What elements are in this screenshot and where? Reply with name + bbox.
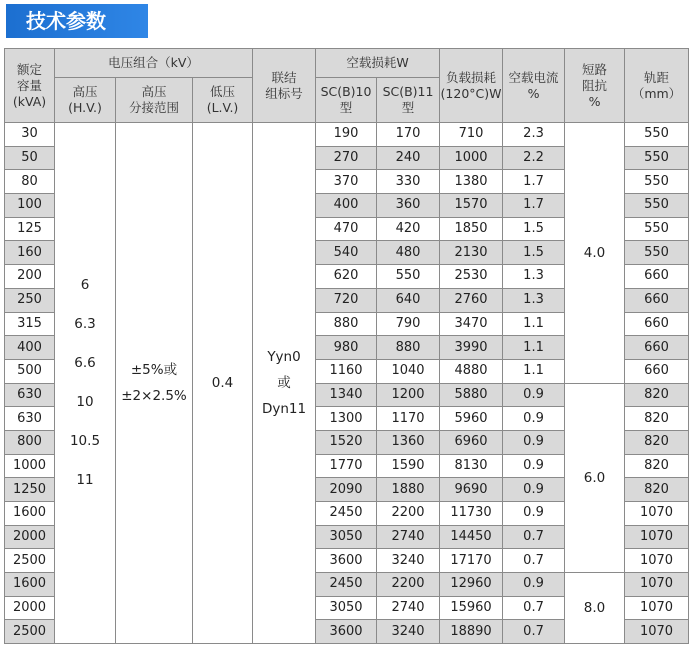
cell-sc10: 3600 xyxy=(316,620,377,644)
cell-noload-current: 0.9 xyxy=(503,502,565,526)
cell-sc11: 420 xyxy=(377,217,440,241)
cell-tap-range xyxy=(116,123,193,644)
cell-gauge: 550 xyxy=(625,123,689,147)
cell-capacity: 630 xyxy=(5,407,55,431)
cell-capacity: 2000 xyxy=(5,596,55,620)
cell-noload-current: 0.7 xyxy=(503,620,565,644)
cell-sc10: 3600 xyxy=(316,549,377,573)
cell-lv-value: 0.4 xyxy=(193,123,253,644)
cell-sc10: 880 xyxy=(316,312,377,336)
cell-load-loss: 2130 xyxy=(440,241,503,265)
cell-sc11: 3240 xyxy=(377,549,440,573)
cell-hv-values xyxy=(55,123,116,644)
cell-capacity: 1600 xyxy=(5,502,55,526)
cell-load-loss: 6960 xyxy=(440,430,503,454)
header-gauge: 轨距 （mm） xyxy=(625,49,689,123)
cell-capacity: 30 xyxy=(5,123,55,147)
cell-load-loss: 3470 xyxy=(440,312,503,336)
header-load-loss: 负载损耗 (120°C)W xyxy=(440,49,503,123)
cell-sc10: 540 xyxy=(316,241,377,265)
cell-noload-current: 1.1 xyxy=(503,312,565,336)
cell-load-loss: 18890 xyxy=(440,620,503,644)
hv-value: 11 xyxy=(76,472,94,489)
cell-load-loss: 2760 xyxy=(440,288,503,312)
cell-gauge: 660 xyxy=(625,336,689,360)
table-body xyxy=(5,123,689,644)
cell-load-loss: 5960 xyxy=(440,407,503,431)
cell-capacity: 160 xyxy=(5,241,55,265)
cell-capacity: 400 xyxy=(5,336,55,360)
cell-gauge: 820 xyxy=(625,478,689,502)
header-lv: 低压 (L.V.) xyxy=(193,78,253,123)
cell-impedance: 4.0 xyxy=(565,123,625,384)
tech-params-table xyxy=(4,48,689,644)
cell-noload-current: 1.7 xyxy=(503,170,565,194)
cell-capacity: 50 xyxy=(5,146,55,170)
tap-range-line: ±2×2.5% xyxy=(121,388,187,405)
hv-value: 6 xyxy=(80,277,90,294)
cell-sc10: 470 xyxy=(316,217,377,241)
cell-gauge: 820 xyxy=(625,454,689,478)
cell-noload-current: 0.7 xyxy=(503,549,565,573)
cell-noload-current: 1.5 xyxy=(503,241,565,265)
cell-sc11: 240 xyxy=(377,146,440,170)
cell-sc10: 3050 xyxy=(316,525,377,549)
cell-capacity: 1250 xyxy=(5,478,55,502)
hv-value: 10 xyxy=(76,394,94,411)
cell-capacity: 100 xyxy=(5,194,55,218)
cell-capacity: 125 xyxy=(5,217,55,241)
header-impedance: 短路 阻抗 % xyxy=(565,49,625,123)
cell-gauge: 660 xyxy=(625,265,689,289)
cell-capacity: 2500 xyxy=(5,549,55,573)
cell-sc11: 170 xyxy=(377,123,440,147)
cell-gauge: 550 xyxy=(625,241,689,265)
cell-gauge: 820 xyxy=(625,407,689,431)
cell-sc11: 1590 xyxy=(377,454,440,478)
cell-noload-current: 2.2 xyxy=(503,146,565,170)
cell-load-loss: 8130 xyxy=(440,454,503,478)
cell-sc10: 400 xyxy=(316,194,377,218)
cell-gauge: 550 xyxy=(625,194,689,218)
cell-capacity: 500 xyxy=(5,359,55,383)
cell-impedance: 8.0 xyxy=(565,573,625,644)
cell-noload-current: 0.9 xyxy=(503,454,565,478)
cell-sc10: 980 xyxy=(316,336,377,360)
cell-sc11: 880 xyxy=(377,336,440,360)
cell-sc11: 330 xyxy=(377,170,440,194)
cell-load-loss: 9690 xyxy=(440,478,503,502)
cell-sc11: 550 xyxy=(377,265,440,289)
cell-gauge: 660 xyxy=(625,312,689,336)
cell-impedance: 6.0 xyxy=(565,383,625,573)
cell-capacity: 2500 xyxy=(5,620,55,644)
cell-noload-current: 0.9 xyxy=(503,383,565,407)
cell-sc10: 2450 xyxy=(316,573,377,597)
cell-noload-current: 0.9 xyxy=(503,407,565,431)
cell-capacity: 800 xyxy=(5,430,55,454)
cell-sc10: 370 xyxy=(316,170,377,194)
cell-gauge: 820 xyxy=(625,430,689,454)
cell-sc11: 2740 xyxy=(377,525,440,549)
cell-capacity: 630 xyxy=(5,383,55,407)
cell-noload-current: 1.1 xyxy=(503,336,565,360)
header-noload-loss: 空载损耗W xyxy=(316,49,440,78)
cell-gauge: 550 xyxy=(625,170,689,194)
cell-sc11: 2200 xyxy=(377,502,440,526)
cell-load-loss: 11730 xyxy=(440,502,503,526)
cell-sc11: 2200 xyxy=(377,573,440,597)
cell-load-loss: 17170 xyxy=(440,549,503,573)
cell-gauge: 660 xyxy=(625,359,689,383)
cell-capacity: 1600 xyxy=(5,573,55,597)
cell-sc10: 1520 xyxy=(316,430,377,454)
cell-load-loss: 1850 xyxy=(440,217,503,241)
cell-load-loss: 1380 xyxy=(440,170,503,194)
cell-sc11: 1200 xyxy=(377,383,440,407)
cell-sc10: 1300 xyxy=(316,407,377,431)
cell-capacity: 315 xyxy=(5,312,55,336)
cell-gauge: 660 xyxy=(625,288,689,312)
cell-sc11: 360 xyxy=(377,194,440,218)
cell-sc11: 1170 xyxy=(377,407,440,431)
tap-range-line: ±5%或 xyxy=(130,362,178,379)
cell-load-loss: 1570 xyxy=(440,194,503,218)
cell-noload-current: 0.9 xyxy=(503,478,565,502)
cell-sc11: 1880 xyxy=(377,478,440,502)
cell-gauge: 1070 xyxy=(625,620,689,644)
cell-noload-current: 1.5 xyxy=(503,217,565,241)
cell-connection xyxy=(253,123,316,644)
hv-value: 6.6 xyxy=(74,355,96,372)
cell-sc10: 620 xyxy=(316,265,377,289)
cell-load-loss: 3990 xyxy=(440,336,503,360)
cell-sc10: 1160 xyxy=(316,359,377,383)
cell-sc10: 1340 xyxy=(316,383,377,407)
cell-sc10: 190 xyxy=(316,123,377,147)
cell-noload-current: 0.7 xyxy=(503,525,565,549)
cell-noload-current: 0.7 xyxy=(503,596,565,620)
cell-load-loss: 2530 xyxy=(440,265,503,289)
cell-noload-current: 1.3 xyxy=(503,288,565,312)
cell-capacity: 1000 xyxy=(5,454,55,478)
cell-gauge: 1070 xyxy=(625,549,689,573)
hv-value: 6.3 xyxy=(74,316,96,333)
cell-noload-current: 1.1 xyxy=(503,359,565,383)
cell-sc10: 720 xyxy=(316,288,377,312)
cell-sc11: 640 xyxy=(377,288,440,312)
cell-load-loss: 15960 xyxy=(440,596,503,620)
cell-gauge: 550 xyxy=(625,217,689,241)
cell-sc10: 3050 xyxy=(316,596,377,620)
header-sc11: SC(B)11 型 xyxy=(377,78,440,123)
cell-gauge: 1070 xyxy=(625,502,689,526)
connection-line: 或 xyxy=(277,375,291,392)
cell-noload-current: 2.3 xyxy=(503,123,565,147)
cell-noload-current: 1.3 xyxy=(503,265,565,289)
hv-value: 10.5 xyxy=(69,433,101,450)
cell-gauge: 1070 xyxy=(625,573,689,597)
cell-sc11: 3240 xyxy=(377,620,440,644)
connection-line: Yyn0 xyxy=(267,349,301,366)
cell-sc11: 790 xyxy=(377,312,440,336)
cell-sc11: 1040 xyxy=(377,359,440,383)
cell-sc11: 1360 xyxy=(377,430,440,454)
connection-line: Dyn11 xyxy=(261,401,307,418)
cell-gauge: 820 xyxy=(625,383,689,407)
cell-noload-current: 0.9 xyxy=(503,573,565,597)
cell-gauge: 1070 xyxy=(625,596,689,620)
cell-capacity: 80 xyxy=(5,170,55,194)
cell-sc10: 2090 xyxy=(316,478,377,502)
section-title: 技术参数 xyxy=(6,4,148,38)
cell-sc10: 270 xyxy=(316,146,377,170)
cell-load-loss: 14450 xyxy=(440,525,503,549)
header-connection: 联结 组标号 xyxy=(253,49,316,123)
table-row xyxy=(5,123,689,147)
cell-sc10: 1770 xyxy=(316,454,377,478)
header-hv: 高压 (H.V.) xyxy=(55,78,116,123)
cell-gauge: 1070 xyxy=(625,525,689,549)
cell-load-loss: 4880 xyxy=(440,359,503,383)
cell-sc11: 2740 xyxy=(377,596,440,620)
header-noload-current: 空载电流 % xyxy=(503,49,565,123)
cell-sc11: 480 xyxy=(377,241,440,265)
cell-gauge: 550 xyxy=(625,146,689,170)
cell-load-loss: 12960 xyxy=(440,573,503,597)
cell-capacity: 200 xyxy=(5,265,55,289)
header-voltage-group: 电压组合（kV） xyxy=(55,49,253,78)
cell-capacity: 2000 xyxy=(5,525,55,549)
cell-noload-current: 1.7 xyxy=(503,194,565,218)
cell-load-loss: 1000 xyxy=(440,146,503,170)
header-hv-tap: 高压 分接范围 xyxy=(116,78,193,123)
cell-noload-current: 0.9 xyxy=(503,430,565,454)
header-rated-capacity: 额定 容量 (kVA) xyxy=(5,49,55,123)
header-sc10: SC(B)10 型 xyxy=(316,78,377,123)
cell-sc10: 2450 xyxy=(316,502,377,526)
cell-load-loss: 710 xyxy=(440,123,503,147)
cell-capacity: 250 xyxy=(5,288,55,312)
cell-load-loss: 5880 xyxy=(440,383,503,407)
